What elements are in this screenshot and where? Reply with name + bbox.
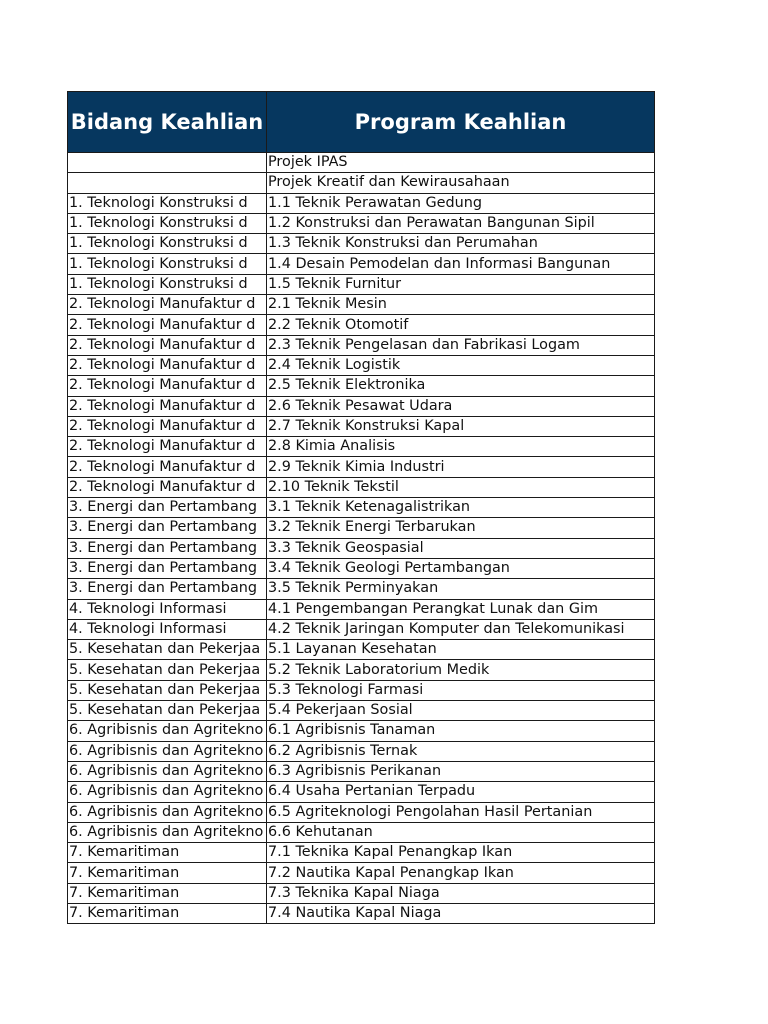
cell-program-keahlian[interactable]: 2.4 Teknik Logistik xyxy=(267,355,655,375)
cell-program-keahlian[interactable]: 1.3 Teknik Konstruksi dan Perumahan xyxy=(267,234,655,254)
cell-program-keahlian[interactable]: 3.5 Teknik Perminyakan xyxy=(267,579,655,599)
table-row xyxy=(68,843,655,863)
header-row xyxy=(68,92,655,153)
cell-program-keahlian[interactable]: 2.6 Teknik Pesawat Udara xyxy=(267,396,655,416)
cell-program-keahlian[interactable]: 2.10 Teknik Tekstil xyxy=(267,477,655,497)
cell-bidang-keahlian[interactable]: 6. Agribisnis dan Agritekno xyxy=(68,741,267,761)
table-row xyxy=(68,538,655,558)
cell-bidang-keahlian[interactable]: 2. Teknologi Manufaktur d xyxy=(68,315,267,335)
cell-program-keahlian[interactable]: 6.2 Agribisnis Ternak xyxy=(267,741,655,761)
cell-program-keahlian[interactable]: 2.8 Kimia Analisis xyxy=(267,437,655,457)
cell-bidang-keahlian[interactable]: 3. Energi dan Pertambang xyxy=(68,538,267,558)
cell-bidang-keahlian[interactable]: 2. Teknologi Manufaktur d xyxy=(68,477,267,497)
cell-program-keahlian[interactable]: 1.4 Desain Pemodelan dan Informasi Bangunan xyxy=(267,254,655,274)
table-row xyxy=(68,883,655,903)
cell-program-keahlian[interactable]: 6.1 Agribisnis Tanaman xyxy=(267,721,655,741)
cell-bidang-keahlian[interactable]: 7. Kemaritiman xyxy=(68,863,267,883)
table-row xyxy=(68,619,655,639)
cell-bidang-keahlian[interactable]: 3. Energi dan Pertambang xyxy=(68,518,267,538)
table-row xyxy=(68,396,655,416)
table-row xyxy=(68,660,655,680)
cell-bidang-keahlian[interactable]: 6. Agribisnis dan Agritekno xyxy=(68,822,267,842)
cell-program-keahlian[interactable]: 7.2 Nautika Kapal Penangkap Ikan xyxy=(267,863,655,883)
table-row xyxy=(68,802,655,822)
cell-program-keahlian[interactable]: 3.1 Teknik Ketenagalistrikan xyxy=(267,498,655,518)
table-row xyxy=(68,295,655,315)
cell-bidang-keahlian[interactable]: 2. Teknologi Manufaktur d xyxy=(68,416,267,436)
table-row xyxy=(68,518,655,538)
table-row xyxy=(68,863,655,883)
cell-bidang-keahlian[interactable]: 2. Teknologi Manufaktur d xyxy=(68,457,267,477)
cell-bidang-keahlian[interactable]: 7. Kemaritiman xyxy=(68,883,267,903)
table-row xyxy=(68,416,655,436)
cell-bidang-keahlian[interactable]: 5. Kesehatan dan Pekerjaa xyxy=(68,701,267,721)
table-row xyxy=(68,680,655,700)
cell-bidang-keahlian[interactable]: 2. Teknologi Manufaktur d xyxy=(68,355,267,375)
table-row xyxy=(68,437,655,457)
table-row xyxy=(68,822,655,842)
table-row xyxy=(68,274,655,294)
table-row xyxy=(68,558,655,578)
cell-program-keahlian[interactable]: 2.3 Teknik Pengelasan dan Fabrikasi Logam xyxy=(267,335,655,355)
cell-program-keahlian[interactable]: 7.4 Nautika Kapal Niaga xyxy=(267,903,655,923)
cell-bidang-keahlian[interactable]: 5. Kesehatan dan Pekerjaa xyxy=(68,640,267,660)
cell-bidang-keahlian[interactable] xyxy=(68,153,267,173)
cell-bidang-keahlian[interactable]: 3. Energi dan Pertambang xyxy=(68,579,267,599)
cell-program-keahlian[interactable]: 6.3 Agribisnis Perikanan xyxy=(267,761,655,781)
cell-program-keahlian[interactable]: 5.2 Teknik Laboratorium Medik xyxy=(267,660,655,680)
table-row xyxy=(68,335,655,355)
cell-program-keahlian[interactable]: 5.3 Teknologi Farmasi xyxy=(267,680,655,700)
cell-bidang-keahlian[interactable]: 2. Teknologi Manufaktur d xyxy=(68,437,267,457)
cell-bidang-keahlian[interactable]: 2. Teknologi Manufaktur d xyxy=(68,376,267,396)
table-row xyxy=(68,254,655,274)
table-header xyxy=(68,92,655,153)
cell-program-keahlian[interactable]: 6.6 Kehutanan xyxy=(267,822,655,842)
cell-program-keahlian[interactable]: 5.4 Pekerjaan Sosial xyxy=(267,701,655,721)
cell-bidang-keahlian[interactable]: 1. Teknologi Konstruksi d xyxy=(68,234,267,254)
table-row xyxy=(68,376,655,396)
header-bidang-keahlian[interactable]: Bidang Keahlian xyxy=(68,92,267,153)
cell-bidang-keahlian[interactable] xyxy=(68,173,267,193)
cell-program-keahlian[interactable]: 1.5 Teknik Furnitur xyxy=(267,274,655,294)
cell-bidang-keahlian[interactable]: 2. Teknologi Manufaktur d xyxy=(68,396,267,416)
table-row xyxy=(68,457,655,477)
cell-program-keahlian[interactable]: 6.4 Usaha Pertanian Terpadu xyxy=(267,782,655,802)
cell-program-keahlian[interactable]: Projek IPAS xyxy=(267,153,655,173)
header-program-keahlian[interactable]: Program Keahlian xyxy=(267,92,655,153)
spreadsheet-table xyxy=(67,91,655,924)
cell-program-keahlian[interactable]: 2.5 Teknik Elektronika xyxy=(267,376,655,396)
cell-bidang-keahlian[interactable]: 2. Teknologi Manufaktur d xyxy=(68,295,267,315)
cell-program-keahlian[interactable]: 2.9 Teknik Kimia Industri xyxy=(267,457,655,477)
table-row xyxy=(68,498,655,518)
cell-program-keahlian[interactable]: Projek Kreatif dan Kewirausahaan xyxy=(267,173,655,193)
cell-bidang-keahlian[interactable]: 5. Kesehatan dan Pekerjaa xyxy=(68,680,267,700)
table-row xyxy=(68,741,655,761)
cell-bidang-keahlian[interactable]: 6. Agribisnis dan Agritekno xyxy=(68,802,267,822)
cell-program-keahlian[interactable]: 3.3 Teknik Geospasial xyxy=(267,538,655,558)
table-row xyxy=(68,599,655,619)
cell-program-keahlian[interactable]: 4.2 Teknik Jaringan Komputer dan Telekomunikasi xyxy=(267,619,655,639)
cell-program-keahlian[interactable]: 1.1 Teknik Perawatan Gedung xyxy=(267,193,655,213)
cell-bidang-keahlian[interactable]: 3. Energi dan Pertambang xyxy=(68,498,267,518)
table-row xyxy=(68,761,655,781)
cell-bidang-keahlian[interactable]: 6. Agribisnis dan Agritekno xyxy=(68,761,267,781)
table-row xyxy=(68,173,655,193)
cell-bidang-keahlian[interactable]: 4. Teknologi Informasi xyxy=(68,599,267,619)
cell-bidang-keahlian[interactable]: 6. Agribisnis dan Agritekno xyxy=(68,782,267,802)
cell-program-keahlian[interactable]: 2.1 Teknik Mesin xyxy=(267,295,655,315)
table-row xyxy=(68,234,655,254)
table-row xyxy=(68,701,655,721)
table-row xyxy=(68,153,655,173)
table-row xyxy=(68,477,655,497)
cell-bidang-keahlian[interactable]: 1. Teknologi Konstruksi d xyxy=(68,213,267,233)
table-row xyxy=(68,903,655,923)
cell-program-keahlian[interactable]: 3.2 Teknik Energi Terbarukan xyxy=(267,518,655,538)
cell-bidang-keahlian[interactable]: 1. Teknologi Konstruksi d xyxy=(68,193,267,213)
cell-program-keahlian[interactable]: 7.3 Teknika Kapal Niaga xyxy=(267,883,655,903)
table-row xyxy=(68,640,655,660)
cell-bidang-keahlian[interactable]: 4. Teknologi Informasi xyxy=(68,619,267,639)
cell-bidang-keahlian[interactable]: 6. Agribisnis dan Agritekno xyxy=(68,721,267,741)
cell-bidang-keahlian[interactable]: 1. Teknologi Konstruksi d xyxy=(68,254,267,274)
cell-bidang-keahlian[interactable]: 7. Kemaritiman xyxy=(68,903,267,923)
cell-bidang-keahlian[interactable]: 5. Kesehatan dan Pekerjaa xyxy=(68,660,267,680)
cell-bidang-keahlian[interactable]: 1. Teknologi Konstruksi d xyxy=(68,274,267,294)
table-row xyxy=(68,213,655,233)
table-row xyxy=(68,315,655,335)
cell-bidang-keahlian[interactable]: 3. Energi dan Pertambang xyxy=(68,558,267,578)
table-row xyxy=(68,579,655,599)
cell-program-keahlian[interactable]: 2.2 Teknik Otomotif xyxy=(267,315,655,335)
table-row xyxy=(68,355,655,375)
cell-program-keahlian[interactable]: 5.1 Layanan Kesehatan xyxy=(267,640,655,660)
table-row xyxy=(68,721,655,741)
cell-program-keahlian[interactable]: 1.2 Konstruksi dan Perawatan Bangunan Sipil xyxy=(267,213,655,233)
cell-program-keahlian[interactable]: 2.7 Teknik Konstruksi Kapal xyxy=(267,416,655,436)
cell-program-keahlian[interactable]: 4.1 Pengembangan Perangkat Lunak dan Gim xyxy=(267,599,655,619)
table-row xyxy=(68,782,655,802)
table-body xyxy=(68,153,655,924)
cell-program-keahlian[interactable]: 3.4 Teknik Geologi Pertambangan xyxy=(267,558,655,578)
table-row xyxy=(68,193,655,213)
cell-program-keahlian[interactable]: 6.5 Agriteknologi Pengolahan Hasil Pertanian xyxy=(267,802,655,822)
cell-bidang-keahlian[interactable]: 2. Teknologi Manufaktur d xyxy=(68,335,267,355)
cell-program-keahlian[interactable]: 7.1 Teknika Kapal Penangkap Ikan xyxy=(267,843,655,863)
cell-bidang-keahlian[interactable]: 7. Kemaritiman xyxy=(68,843,267,863)
